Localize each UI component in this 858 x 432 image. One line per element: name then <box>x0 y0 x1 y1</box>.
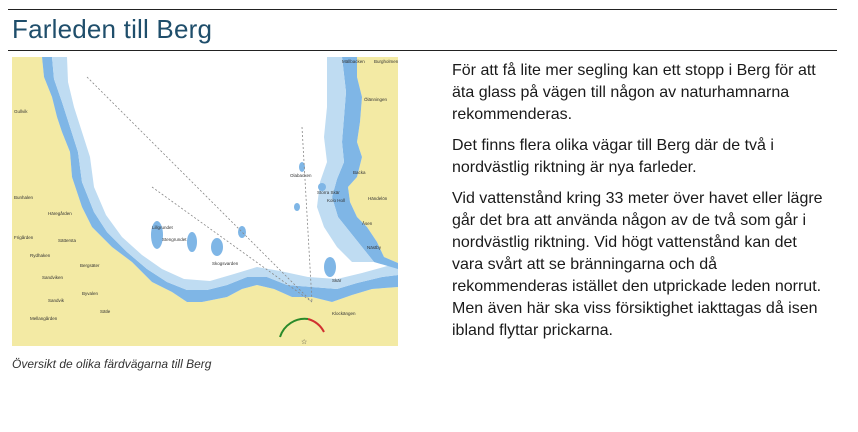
place-label: Rydhaken <box>30 253 51 258</box>
paragraph: Vid vattenstånd kring 33 meter över havet eller lägre går det bra att använda någon av de två som går i nordvästlig riktning. Vid högt vattenstånd kan det vara svårt att se bränningarna och då rekommenderas istället den utprickade leden norrut. Men även här ska viss försiktighet iakttagas då isen ibland flyttar prickarna. <box>452 190 823 339</box>
place-label: Olabacken <box>290 173 312 178</box>
shoal <box>294 203 300 211</box>
place-label: Storra Skär <box>317 190 340 195</box>
place-label: Frigården <box>14 235 34 240</box>
place-label: Klockängen <box>332 311 356 316</box>
place-label: Bunhalen <box>14 195 34 200</box>
shoal <box>211 238 223 256</box>
place-label: Häregården <box>48 211 72 216</box>
paragraph: För att få lite mer segling kan ett stopp i Berg för att äta glass på vägen till någon av naturhamnarna rekommenderas. <box>452 62 816 123</box>
place-label: Burgholmen <box>374 59 398 64</box>
shoal <box>187 232 197 252</box>
body-text <box>452 60 832 351</box>
place-label: Bergsäter <box>80 263 100 268</box>
place-label: Kolo Holl <box>327 198 346 203</box>
place-label: Sandviken <box>42 275 64 280</box>
place-label: Backa <box>353 170 366 175</box>
lighthouse-icon: ☆ <box>301 339 308 346</box>
place-label: Sättersta <box>58 238 77 243</box>
place-label: Skogsvarden <box>212 261 239 266</box>
place-label: Sandvik <box>48 298 65 303</box>
place-label: Åsen <box>362 221 373 226</box>
shoal <box>238 226 246 238</box>
place-label: Mellangården <box>30 316 58 321</box>
place-label: Skär <box>332 278 342 283</box>
shoal <box>324 257 336 277</box>
place-label: Mällbacken <box>342 59 365 64</box>
map-caption: Översikt de olika färdvägarna till Berg <box>12 357 212 371</box>
place-label: Gullvik <box>14 109 28 114</box>
title-top-rule <box>8 9 837 10</box>
paragraph: Det finns flera olika vägar till Berg där de två i nordvästlig riktning är nya farleder. <box>452 137 774 176</box>
place-label: Ölänningen <box>364 97 388 102</box>
nautical-chart-map <box>12 57 398 346</box>
place-label: Händelön <box>368 196 388 201</box>
page-title: Farleden till Berg <box>12 14 213 44</box>
place-label: Sätle <box>100 309 111 314</box>
place-label: Stengrundet <box>162 237 187 242</box>
title-bottom-rule <box>8 50 837 51</box>
place-label: Lillgrundet <box>152 225 173 230</box>
place-label: Byvalen <box>82 291 99 296</box>
chart-svg <box>12 57 398 346</box>
place-label: Nästby <box>367 245 382 250</box>
